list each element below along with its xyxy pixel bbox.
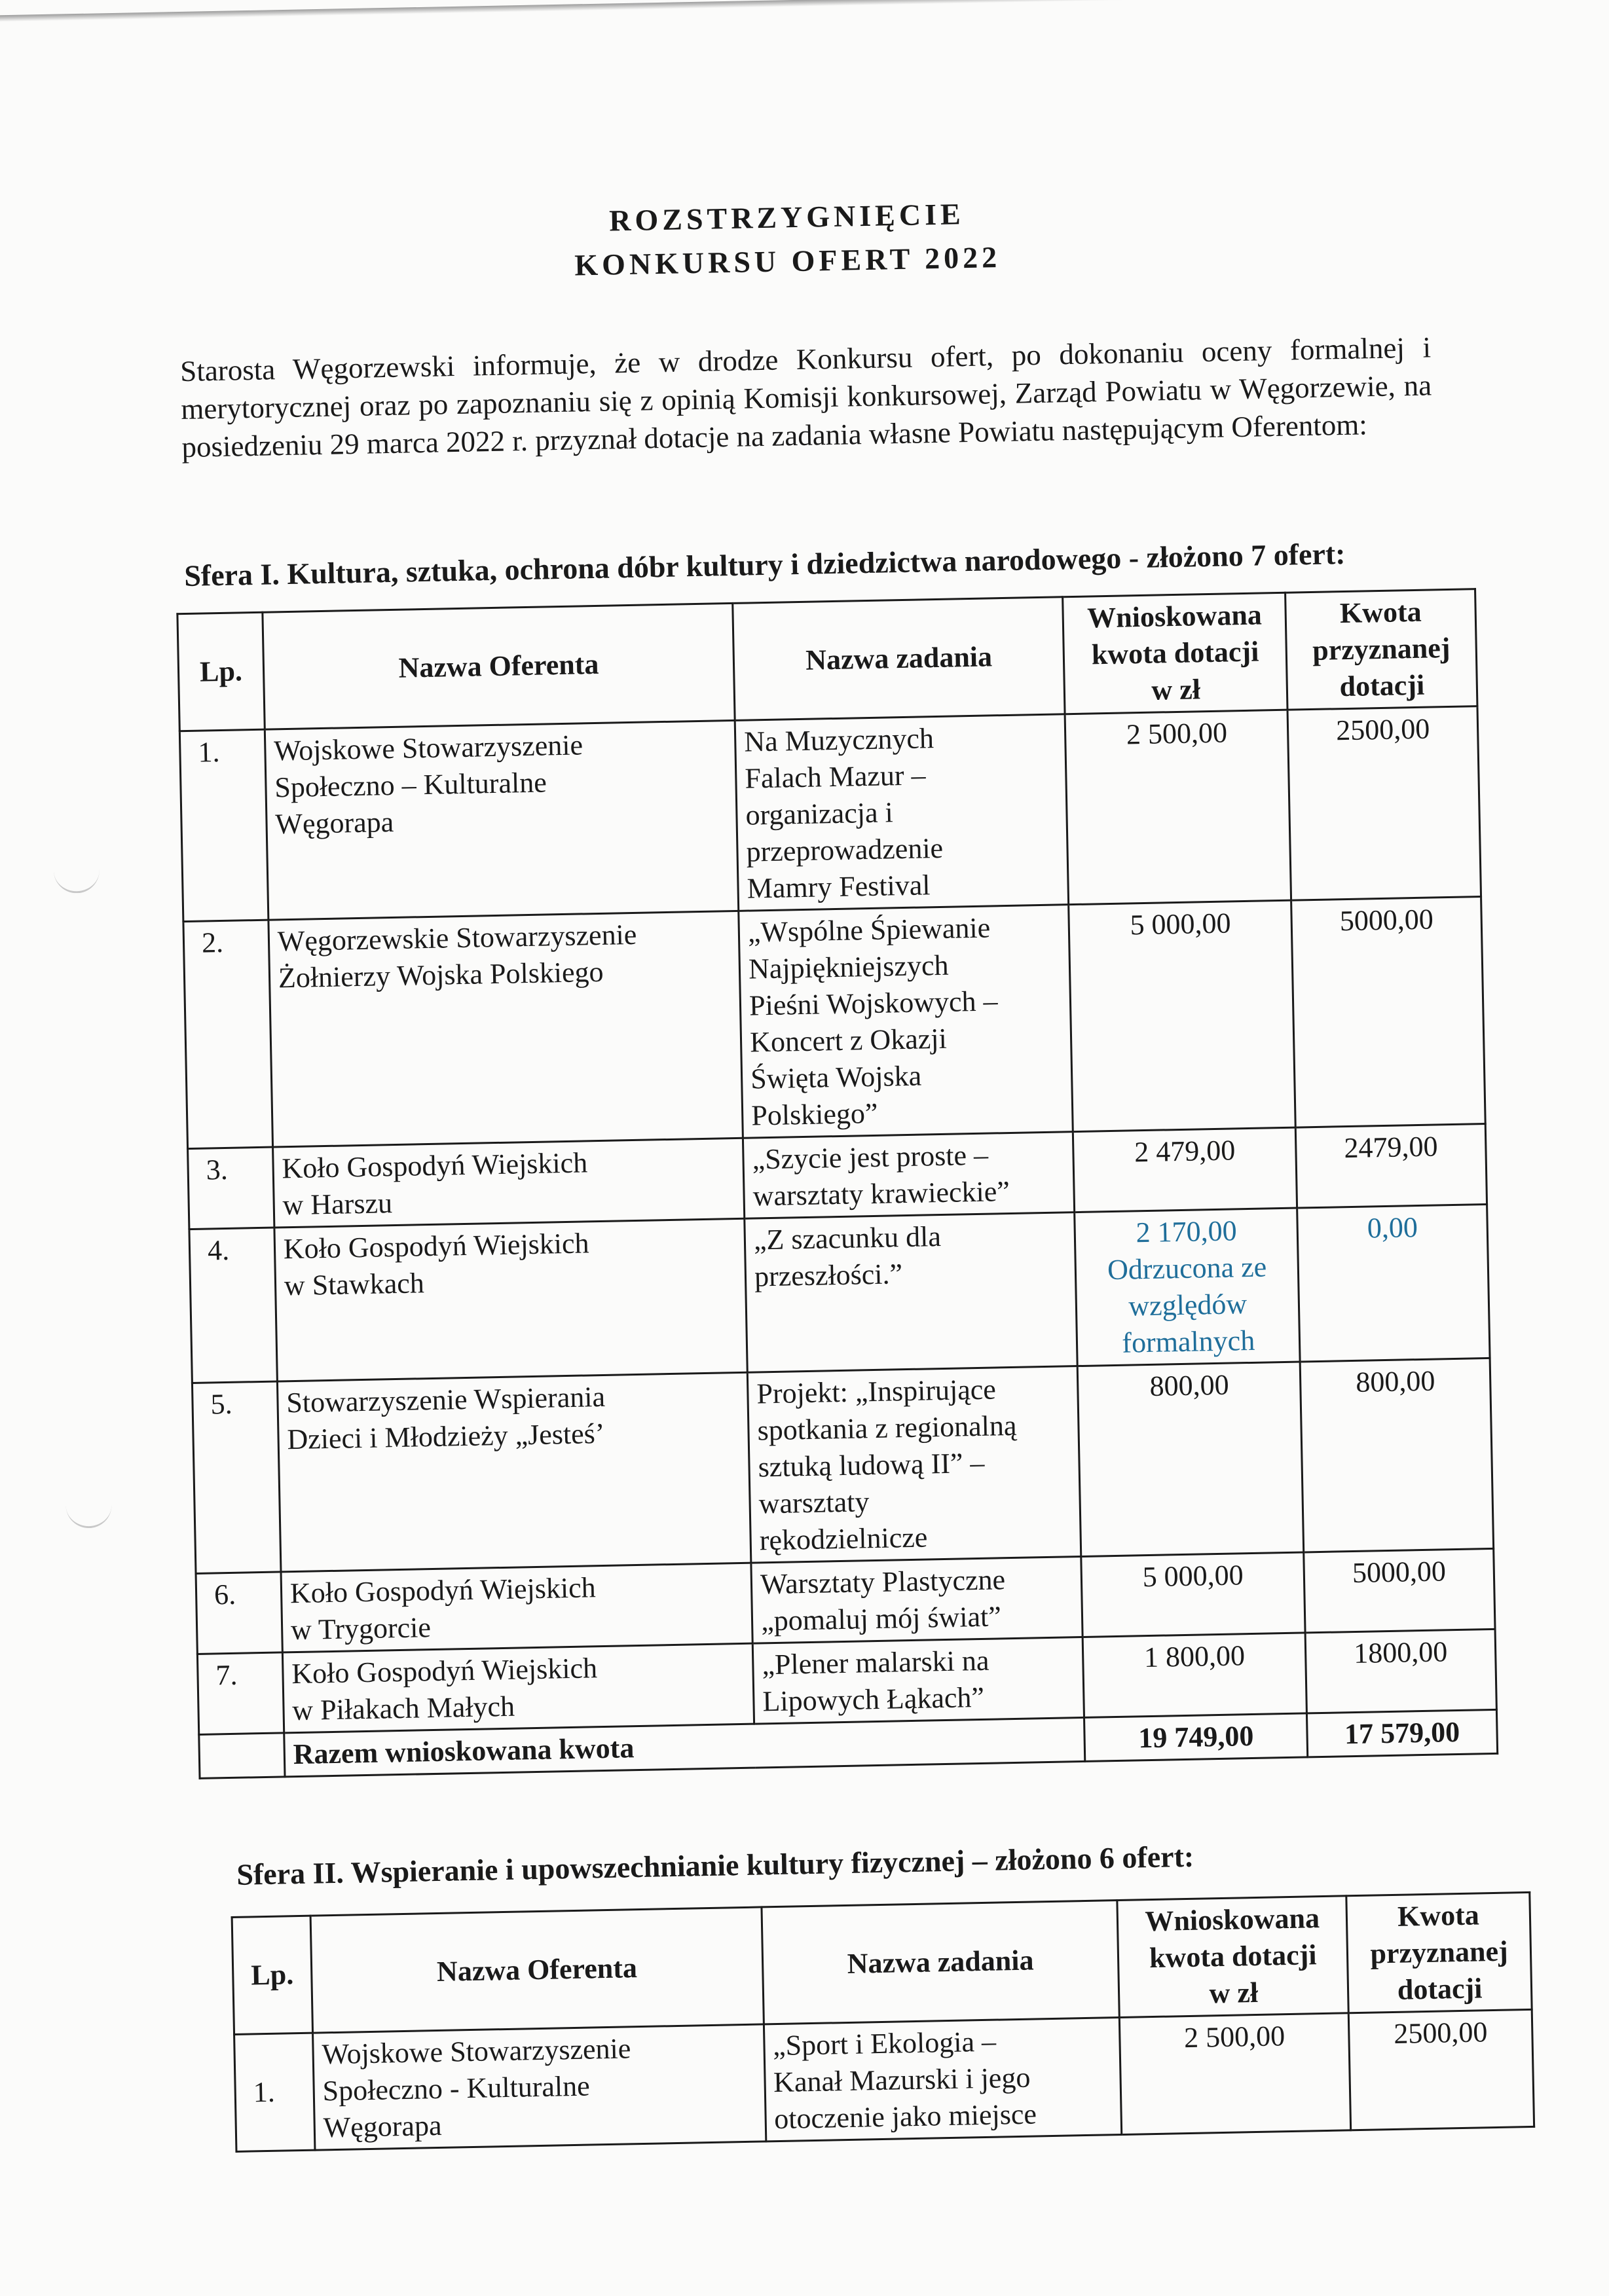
header-line: przyznanej — [1312, 631, 1451, 666]
header-line: w zł — [1209, 1976, 1259, 2010]
cell-line: 2479,00 — [1343, 1130, 1438, 1165]
cell-zadanie — [764, 2018, 1122, 2141]
cell-line: Stowarzyszenie Wspierania — [286, 1380, 606, 1419]
cell-zadanie — [743, 1132, 1075, 1219]
cell-line: Koło Gospodyń Wiejskich — [289, 1571, 597, 1610]
cell-line: w Stawkach — [284, 1267, 425, 1302]
header-oferent: Nazwa Oferenta — [263, 603, 735, 729]
header-line: Kwota — [1339, 595, 1422, 630]
cell-oferent — [274, 1218, 748, 1381]
header-line: w zł — [1151, 673, 1201, 706]
header-wnioskowana — [1063, 592, 1287, 714]
cell-line: „Wspólne Śpiewanie — [747, 911, 991, 949]
cell-line: w Harszu — [282, 1187, 393, 1222]
cell-przyznana — [1297, 1205, 1490, 1362]
cell-line: 0,00 — [1367, 1211, 1418, 1245]
cell-line: Koło Gospodyń Wiejskich — [283, 1227, 589, 1266]
cell-line: Kanał Mazurski i jego — [773, 2061, 1031, 2099]
cell-line: 2 479,00 — [1134, 1134, 1236, 1169]
sfera2-heading: Sfera II. Wspieranie i upowszechnianie kultury fizycznej – złożono 6 ofert: — [236, 1839, 1194, 1891]
cell-zadanie — [739, 905, 1073, 1139]
cell-line: przeszłości.” — [754, 1258, 903, 1293]
cell-line: 1 800,00 — [1143, 1639, 1246, 1674]
cell-line: Węgorzewskie Stowarzyszenie — [277, 918, 637, 958]
cell-line: warsztaty krawieckie” — [752, 1175, 1010, 1212]
cell-line: „Z szacunku dla — [753, 1220, 942, 1256]
cell-przyznana — [1300, 1358, 1493, 1552]
cell-lp: 1. — [234, 2033, 315, 2151]
header-zadanie: Nazwa zadania — [761, 1901, 1119, 2024]
cell-line: 800,00 — [1355, 1364, 1435, 1398]
cell-line: Społeczno - Kulturalne — [322, 2069, 591, 2107]
cell-wnioskowana — [1065, 710, 1291, 904]
cell-line: otoczenie jako miejsce — [773, 2098, 1037, 2136]
cell-line: 5 000,00 — [1142, 1559, 1244, 1594]
cell-line: względów — [1128, 1288, 1248, 1322]
cell-zadanie — [751, 1556, 1083, 1643]
cell-oferent — [272, 1138, 744, 1228]
cell-line: 5 000,00 — [1130, 907, 1231, 941]
cell-line: Węgorapa — [323, 2109, 442, 2144]
cell-line: „Szycie jest proste – — [752, 1139, 989, 1176]
cell-lp: 3. — [188, 1147, 274, 1229]
total-empty-cell — [199, 1733, 285, 1778]
cell-lp: 2. — [183, 920, 272, 1148]
cell-line: 2 500,00 — [1126, 716, 1228, 751]
cell-oferent — [277, 1372, 751, 1572]
table-row — [179, 706, 1481, 922]
punch-hole-mark — [54, 865, 100, 894]
cell-line: Węgorapa — [274, 805, 394, 841]
header-line: Kwota — [1397, 1899, 1480, 1933]
sfera2-table — [231, 1891, 1536, 2153]
document-title-line1: ROZSTRZYGNIĘCIE — [608, 197, 965, 238]
cell-line: sztuką ludową II” – — [758, 1446, 985, 1484]
cell-line: Święta Wojska — [750, 1059, 922, 1095]
cell-wnioskowana — [1083, 1633, 1307, 1718]
cell-przyznana — [1304, 1548, 1495, 1633]
total-label: Razem wnioskowana kwota — [284, 1717, 1086, 1776]
cell-line: 2500,00 — [1393, 2016, 1488, 2050]
header-line: kwota dotacji — [1091, 635, 1259, 671]
cell-line: 1800,00 — [1353, 1635, 1448, 1670]
cell-line: 5000,00 — [1339, 903, 1434, 938]
cell-line: 5000,00 — [1352, 1555, 1447, 1590]
cell-line: formalnych — [1121, 1324, 1255, 1359]
cell-line: warsztaty — [758, 1485, 870, 1520]
sfera1-table — [176, 588, 1498, 1779]
cell-zadanie — [745, 1212, 1078, 1373]
header-line: dotacji — [1339, 668, 1425, 703]
cell-przyznana — [1305, 1629, 1496, 1713]
cell-wnioskowana — [1081, 1552, 1305, 1637]
cell-wnioskowana — [1075, 1208, 1300, 1366]
cell-line: Dzieci i Młodzieży „Jesteś’ — [286, 1417, 605, 1456]
cell-zadanie — [747, 1366, 1081, 1563]
cell-line: 800,00 — [1149, 1368, 1230, 1402]
cell-line: Na Muzycznych — [743, 722, 934, 758]
punch-hole-mark — [65, 1499, 112, 1528]
cell-lp: 6. — [196, 1572, 282, 1654]
cell-line: 2 500,00 — [1183, 2020, 1285, 2054]
cell-line: „pomaluj mój świat” — [760, 1600, 1002, 1637]
cell-przyznana — [1295, 1124, 1487, 1209]
table-row — [192, 1358, 1493, 1573]
cell-line: Żołnierzy Wojska Polskiego — [278, 955, 604, 994]
header-line: przyznanej — [1369, 1935, 1509, 1970]
cell-przyznana — [1348, 2009, 1534, 2130]
cell-line: rękodzielnicze — [759, 1521, 928, 1557]
intro-paragraph: Starosta Węgorzewski informuje, że w drodze Konkursu ofert, po dokonaniu oceny formalnej i merytorycznej oraz po zapoznaniu się z opinią Komisji konkursowej, Zarząd Powiatu w Węgorzewie, na posiedzeniu 29 marca 2022 r. przyznał dotacje na zadania własne Powiatu następującym Oferentom: — [179, 331, 1432, 464]
cell-line: „Plener malarski na — [761, 1644, 989, 1681]
cell-oferent — [281, 1563, 752, 1652]
total-wnioskowana: 19 749,00 — [1084, 1713, 1308, 1762]
cell-oferent — [312, 2024, 766, 2150]
header-line: kwota dotacji — [1149, 1939, 1317, 1975]
cell-line: Falach Mazur – — [744, 759, 927, 795]
header-przyznana — [1346, 1892, 1532, 2013]
cell-line: spotkania z regionalną — [757, 1409, 1017, 1447]
cell-line: Społeczno – Kulturalne — [274, 766, 547, 804]
header-oferent: Nazwa Oferenta — [310, 1907, 764, 2033]
cell-oferent — [265, 720, 739, 920]
table-row — [234, 2009, 1534, 2151]
cell-line: Mamry Festival — [747, 869, 931, 905]
cell-przyznana — [1287, 706, 1481, 901]
cell-lp: 4. — [189, 1228, 277, 1383]
header-wnioskowana — [1117, 1896, 1348, 2018]
cell-line: Polskiego” — [750, 1097, 878, 1132]
cell-line: 2 170,00 — [1136, 1214, 1238, 1249]
cell-wnioskowana — [1069, 900, 1295, 1131]
cell-wnioskowana — [1078, 1362, 1304, 1556]
cell-line: Wojskowe Stowarzyszenie — [322, 2032, 631, 2071]
cell-line: Koło Gospodyń Wiejskich — [291, 1652, 598, 1690]
total-przyznana: 17 579,00 — [1307, 1709, 1498, 1757]
cell-lp: 1. — [179, 729, 268, 921]
cell-zadanie — [752, 1637, 1084, 1724]
header-przyznana — [1285, 589, 1477, 710]
cell-line: w Trygorcie — [290, 1611, 432, 1647]
cell-przyznana — [1291, 897, 1485, 1128]
header-lp: Lp. — [232, 1916, 312, 2034]
header-line: Wnioskowana — [1086, 598, 1263, 634]
table-row — [183, 897, 1485, 1149]
document-title-line2: KONKURSU OFERT 2022 — [574, 240, 1001, 282]
cell-line: Projekt: „Inspirujące — [756, 1373, 997, 1410]
cell-line: Wojskowe Stowarzyszenie — [273, 729, 583, 767]
cell-line: 2500,00 — [1335, 712, 1430, 747]
cell-wnioskowana — [1120, 2013, 1351, 2135]
scan-edge — [0, 0, 1587, 22]
cell-line: Pieśni Wojskowych – — [749, 985, 998, 1022]
cell-zadanie — [735, 714, 1069, 911]
cell-lp: 5. — [192, 1381, 280, 1573]
cell-line: Warsztaty Plastyczne — [760, 1563, 1006, 1601]
sfera1-heading: Sfera I. Kultura, sztuka, ochrona dóbr kultury i dziedzictwa narodowego - złożono 7 ofert: — [183, 536, 1346, 593]
cell-line: Koncert z Okazji — [749, 1022, 948, 1059]
header-lp: Lp. — [177, 612, 265, 731]
cell-wnioskowana — [1073, 1127, 1297, 1212]
header-line: dotacji — [1397, 1972, 1483, 2006]
cell-oferent — [282, 1643, 754, 1733]
cell-line: Odrzucona ze — [1107, 1250, 1267, 1286]
cell-line: w Piłakach Małych — [291, 1690, 515, 1727]
cell-line: Najpiękniejszych — [748, 949, 949, 985]
cell-lp: 7. — [197, 1652, 284, 1734]
cell-oferent — [268, 911, 743, 1147]
cell-line: Lipowych Łąkach” — [762, 1681, 985, 1718]
cell-line: organizacja i — [745, 796, 894, 831]
table-row — [189, 1205, 1490, 1383]
header-zadanie: Nazwa zadania — [733, 597, 1065, 721]
cell-line: przeprowadzenie — [746, 831, 944, 868]
cell-line: „Sport i Ekologia – — [772, 2025, 997, 2062]
cell-line: Koło Gospodyń Wiejskich — [282, 1146, 588, 1185]
header-line: Wnioskowana — [1144, 1902, 1320, 1938]
